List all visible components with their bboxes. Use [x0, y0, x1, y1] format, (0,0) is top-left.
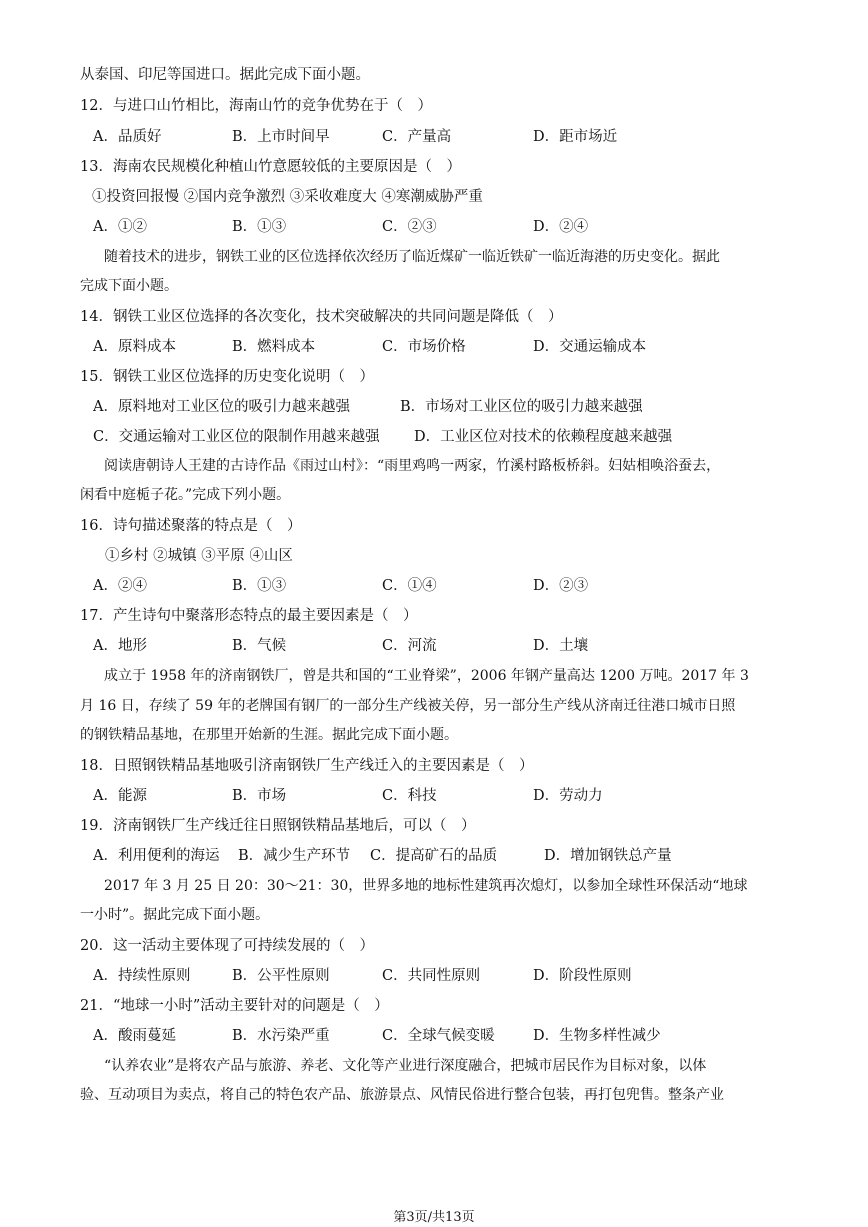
- passage-earth-hour-line2: 一小时”。据此完成下面小题。: [80, 907, 270, 923]
- option-c: C．共同性原则: [382, 968, 481, 984]
- option-c: C．①④: [382, 578, 437, 594]
- passage-poem-line1: 阅读唐朝诗人王建的古诗作品《雨过山村》：“雨里鸡鸣一两家，竹溪村路板桥斜。妇姑相唤浴蚕去，: [104, 458, 721, 474]
- option-c: C．交通运输对工业区位的限制作用越来越强: [93, 429, 380, 445]
- question-21: 21．“地球一小时”活动主要针对的问题是（ ）: [80, 998, 389, 1014]
- option-c: C．科技: [382, 788, 437, 804]
- option-d: D．阶段性原则: [533, 968, 632, 984]
- question-20: 20．这一活动主要体现了可持续发展的（ ）: [80, 938, 374, 954]
- option-c: C．提高矿石的品质: [370, 848, 498, 864]
- option-a: A．②④: [93, 578, 147, 594]
- passage-jinan-line1: 成立于 1958 年的济南钢铁厂，曾是共和国的“工业脊梁”，2006 年钢产量高达 1200 万吨。2017 年 3: [104, 668, 749, 684]
- option-b: B．上市时间早: [232, 129, 330, 145]
- question-14: 14．钢铁工业区位选择的各次变化，技术突破解决的共同问题是降低（ ）: [80, 309, 563, 325]
- option-d: D．距市场近: [533, 129, 618, 145]
- option-d: D．②③: [533, 578, 589, 594]
- option-a: A．持续性原则: [93, 968, 191, 984]
- option-c: C．市场价格: [382, 339, 466, 355]
- option-d: D．土壤: [533, 638, 589, 654]
- passage-steel-line2: 完成下面小题。: [80, 278, 178, 294]
- option-c: C．产量高: [382, 129, 452, 145]
- option-a: A．①②: [93, 219, 147, 235]
- passage-adoption-agriculture-line2: 验、互动项目为卖点，将自己的特色农产品、旅游景点、风情民俗进行整合包装，再打包兜售。整条产业: [80, 1087, 724, 1103]
- option-b: B．燃料成本: [232, 339, 316, 355]
- question-13: 13．海南农民规模化种植山竹意愿较低的主要原因是（ ）: [80, 159, 461, 175]
- passage-steel-line1: 随着技术的进步，钢铁工业的区位选择依次经历了临近煤矿一临近铁矿一临近海港的历史变化。据此: [104, 249, 720, 265]
- question-12: 12．与进口山竹相比，海南山竹的竞争优势在于（ ）: [80, 98, 432, 114]
- passage-poem-line2: 闲看中庭栀子花。”完成下列小题。: [80, 487, 291, 503]
- option-a: A．利用便利的海运: [93, 848, 220, 864]
- context-text: 从泰国、印尼等国进口。据此完成下面小题。: [80, 67, 370, 83]
- option-d: D．增加钢铁总产量: [544, 848, 672, 864]
- option-d: D．②④: [533, 219, 589, 235]
- option-c: C．②③: [382, 219, 437, 235]
- option-a: A．品质好: [93, 129, 162, 145]
- option-c: C．河流: [382, 638, 437, 654]
- option-b: B．①③: [232, 219, 287, 235]
- option-d: D．交通运输成本: [533, 339, 647, 355]
- option-b: B．市场对工业区位的吸引力越来越强: [400, 399, 643, 415]
- passage-earth-hour-line1: 2017 年 3 月 25 日 20：30～21：30，世界多地的地标性建筑再次熄灯，以参加全球性环保活动“地球: [104, 878, 748, 894]
- option-a: A．原料地对工业区位的吸引力越来越强: [93, 399, 350, 415]
- option-b: B．气候: [232, 638, 287, 654]
- option-c: C．全球气候变暖: [382, 1028, 495, 1044]
- option-d: D．工业区位对技术的依赖程度越来越强: [414, 429, 673, 445]
- option-b: B．减少生产环节: [238, 848, 351, 864]
- option-a: A．能源: [93, 788, 147, 804]
- option-a: A．酸雨蔓延: [93, 1028, 176, 1044]
- question-15: 15．钢铁工业区位选择的历史变化说明（ ）: [80, 369, 374, 385]
- option-b: B．①③: [232, 578, 287, 594]
- question-16-items: ①乡村 ②城镇 ③平原 ④山区: [105, 548, 293, 564]
- question-18: 18．日照钢铁精品基地吸引济南钢铁厂生产线迁入的主要因素是（ ）: [80, 758, 534, 774]
- passage-jinan-line3: 的钢铁精品基地，在那里开始新的生涯。据此完成下面小题。: [80, 727, 458, 743]
- page-number: 第3页/共13页: [393, 1210, 475, 1225]
- option-d: D．劳动力: [533, 788, 603, 804]
- question-16: 16．诗句描述聚落的特点是（ ）: [80, 518, 302, 534]
- passage-adoption-agriculture-line1: “认养农业”是将农产品与旅游、养老、文化等产业进行深度融合，把城市居民作为目标对象，以体: [104, 1058, 707, 1074]
- option-b: B．公平性原则: [232, 968, 330, 984]
- option-b: B．市场: [232, 788, 287, 804]
- question-17: 17．产生诗句中聚落形态特点的最主要因素是（ ）: [80, 608, 418, 624]
- option-a: A．地形: [93, 638, 147, 654]
- option-d: D．生物多样性减少: [533, 1028, 661, 1044]
- option-b: B．水污染严重: [232, 1028, 330, 1044]
- question-19: 19．济南钢铁厂生产线迁往日照钢铁精品基地后，可以（ ）: [80, 818, 476, 834]
- option-a: A．原料成本: [93, 339, 176, 355]
- passage-jinan-line2: 月 16 日，存续了 59 年的老牌国有钢厂的一部分生产线被关停，另一部分生产线从济南迁往港口城市日照: [80, 698, 736, 714]
- question-13-items: ①投资回报慢 ②国内竞争激烈 ③采收难度大 ④寒潮威胁严重: [92, 189, 483, 205]
